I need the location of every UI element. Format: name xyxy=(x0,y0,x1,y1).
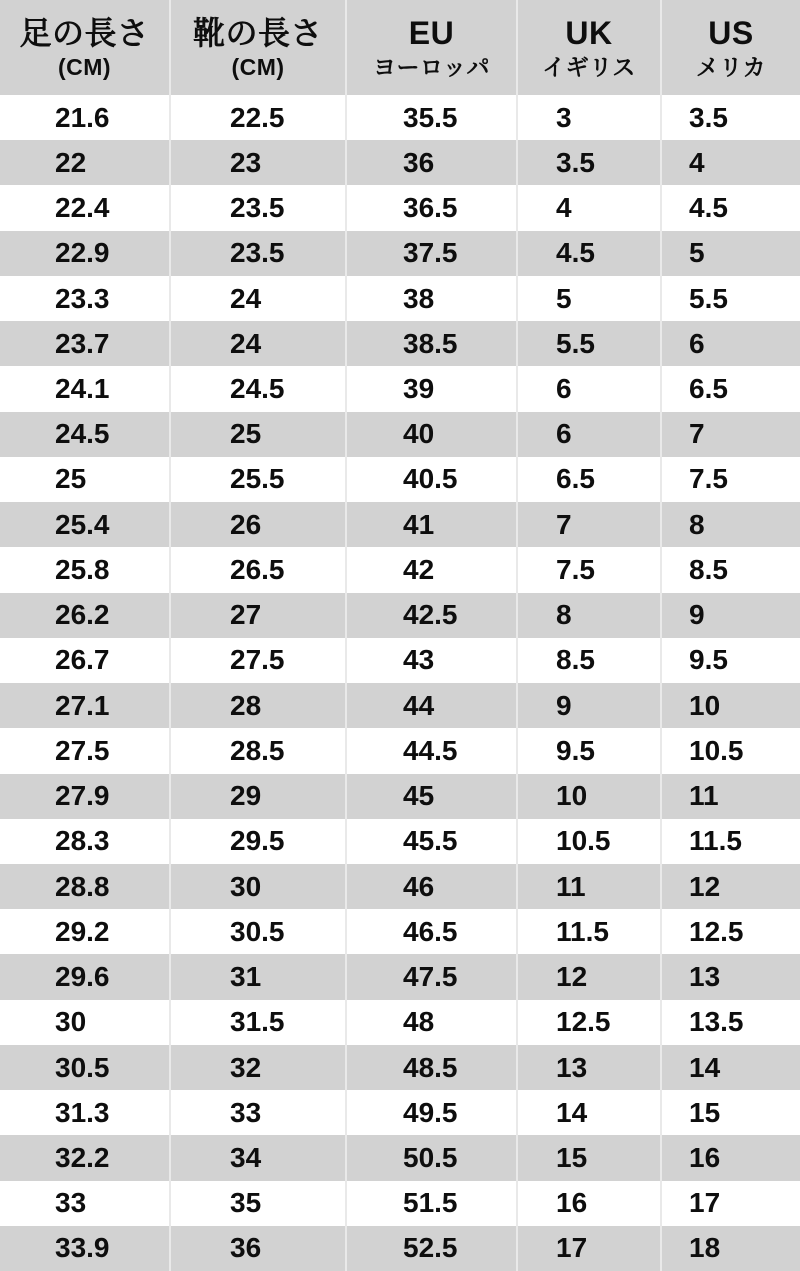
table-cell: 16 xyxy=(689,1142,721,1173)
table-cell: 52.5 xyxy=(347,1226,518,1271)
table-cell: 11 xyxy=(518,864,662,909)
table-cell: 17 xyxy=(689,1187,721,1219)
table-cell: 11.5 xyxy=(689,825,742,857)
header-uk-title: UK xyxy=(565,14,613,51)
header-uk-subtitle: イギリス xyxy=(542,53,636,80)
table-row xyxy=(0,547,800,592)
table-cell: 9.5 xyxy=(689,644,728,676)
table-cell: 27 xyxy=(171,593,347,638)
table-cell: 7.5 xyxy=(518,547,662,592)
table-body xyxy=(0,95,800,1271)
table-cell: 18 xyxy=(689,1232,721,1264)
table-cell: 13 xyxy=(689,961,721,993)
table-cell: 8.5 xyxy=(518,638,662,683)
header-eu-title: EU xyxy=(408,14,455,51)
table-cell: 31.3 xyxy=(0,1090,171,1135)
table-row xyxy=(0,366,800,411)
table-cell: 45 xyxy=(347,774,518,819)
table-cell: 44.5 xyxy=(347,728,518,773)
table-cell: 38 xyxy=(347,276,518,321)
table-cell: 26.5 xyxy=(171,547,347,592)
table-cell: 23.7 xyxy=(0,321,171,366)
table-row xyxy=(0,728,800,773)
table-cell: 15 xyxy=(689,1096,721,1128)
table-cell: 45.5 xyxy=(347,819,518,864)
table-cell: 42.5 xyxy=(347,593,518,638)
table-cell: 13 xyxy=(518,1045,662,1090)
table-cell: 46 xyxy=(347,864,518,909)
table-cell: 41 xyxy=(347,502,518,547)
table-cell: 30.5 xyxy=(171,909,347,954)
table-cell: 13.5 xyxy=(689,1006,744,1038)
table-cell: 25.5 xyxy=(171,457,347,502)
table-cell: 48.5 xyxy=(347,1045,518,1090)
table-cell: 31.5 xyxy=(171,1000,347,1045)
table-cell: 24 xyxy=(171,321,347,366)
table-cell: 3 xyxy=(518,95,662,140)
table-cell: 51.5 xyxy=(347,1181,518,1226)
table-cell: 3.5 xyxy=(518,140,662,185)
header-us xyxy=(662,0,800,95)
table-cell: 16 xyxy=(518,1181,662,1226)
table-cell: 32.2 xyxy=(0,1135,171,1180)
table-cell: 26.7 xyxy=(0,638,171,683)
table-cell: 23 xyxy=(171,140,347,185)
table-cell: 4.5 xyxy=(518,231,662,276)
header-eu xyxy=(347,0,518,95)
table-cell: 11 xyxy=(689,780,719,812)
table-cell: 8 xyxy=(518,593,662,638)
table-cell: 9 xyxy=(689,599,705,631)
table-cell: 42 xyxy=(347,547,518,592)
table-cell: 22.9 xyxy=(0,231,171,276)
table-row xyxy=(0,819,800,864)
table-row xyxy=(0,593,800,638)
table-cell: 29.2 xyxy=(0,909,171,954)
table-cell: 9.5 xyxy=(518,728,662,773)
table-cell: 6.5 xyxy=(518,457,662,502)
table-cell: 36 xyxy=(347,140,518,185)
table-row xyxy=(0,683,800,728)
table-cell: 31 xyxy=(171,954,347,999)
header-uk xyxy=(518,0,662,95)
table-cell: 9 xyxy=(518,683,662,728)
table-cell: 25 xyxy=(171,412,347,457)
header-shoe-length-unit: (CM) xyxy=(231,53,285,80)
table-cell: 23.5 xyxy=(171,231,347,276)
table-row xyxy=(0,1226,800,1271)
table-cell: 49.5 xyxy=(347,1090,518,1135)
table-cell: 8 xyxy=(689,508,705,540)
table-row xyxy=(0,1045,800,1090)
table-cell: 17 xyxy=(518,1226,662,1271)
table-cell: 32 xyxy=(171,1045,347,1090)
table-cell: 28 xyxy=(171,683,347,728)
table-cell: 4 xyxy=(518,185,662,230)
table-cell: 10 xyxy=(518,774,662,819)
table-cell: 48 xyxy=(347,1000,518,1045)
table-row xyxy=(0,95,800,140)
table-row xyxy=(0,502,800,547)
table-cell: 30 xyxy=(0,1000,171,1045)
header-foot-length-unit: (CM) xyxy=(57,53,112,80)
table-cell: 30.5 xyxy=(0,1045,171,1090)
table-cell: 23.3 xyxy=(0,276,171,321)
table-cell: 30 xyxy=(171,864,347,909)
table-cell: 10.5 xyxy=(518,819,662,864)
table-cell: 36 xyxy=(171,1226,347,1271)
table-cell: 6 xyxy=(689,327,705,359)
table-row xyxy=(0,1000,800,1045)
table-cell: 25.8 xyxy=(0,547,171,592)
table-cell: 35.5 xyxy=(347,95,518,140)
table-cell: 8.5 xyxy=(689,553,728,585)
table-row xyxy=(0,412,800,457)
table-cell: 22.4 xyxy=(0,185,171,230)
table-cell: 25.4 xyxy=(0,502,171,547)
table-row xyxy=(0,1090,800,1135)
header-shoe-length-title: 靴の長さ xyxy=(192,14,323,51)
table-cell: 5.5 xyxy=(518,321,662,366)
table-cell: 24.5 xyxy=(171,366,347,411)
table-cell: 12.5 xyxy=(689,915,744,947)
table-cell: 24.5 xyxy=(0,412,171,457)
table-cell: 28.8 xyxy=(0,864,171,909)
table-cell: 6.5 xyxy=(689,373,728,405)
table-cell: 5.5 xyxy=(689,282,728,314)
table-cell: 47.5 xyxy=(347,954,518,999)
table-cell: 50.5 xyxy=(347,1135,518,1180)
table-row xyxy=(0,864,800,909)
table-cell: 14 xyxy=(518,1090,662,1135)
table-cell: 33 xyxy=(0,1181,171,1226)
table-cell: 25 xyxy=(0,457,171,502)
table-cell: 28.5 xyxy=(171,728,347,773)
table-cell: 28.3 xyxy=(0,819,171,864)
table-cell: 29.6 xyxy=(0,954,171,999)
table-row xyxy=(0,140,800,185)
table-cell: 38.5 xyxy=(347,321,518,366)
table-cell: 39 xyxy=(347,366,518,411)
table-cell: 4.5 xyxy=(689,192,728,224)
header-us-subtitle: メリカ xyxy=(695,53,767,80)
table-cell: 7 xyxy=(689,418,705,450)
table-row xyxy=(0,231,800,276)
table-cell: 29.5 xyxy=(171,819,347,864)
table-row xyxy=(0,638,800,683)
table-cell: 34 xyxy=(171,1135,347,1180)
header-foot-length-title: 足の長さ xyxy=(19,14,150,51)
table-cell: 22.5 xyxy=(171,95,347,140)
header-us-title: US xyxy=(708,14,754,51)
table-cell: 12.5 xyxy=(518,1000,662,1045)
table-cell: 6 xyxy=(518,366,662,411)
table-row xyxy=(0,1181,800,1226)
table-cell: 12 xyxy=(518,954,662,999)
header-shoe-length xyxy=(171,0,347,95)
table-cell: 6 xyxy=(518,412,662,457)
table-cell: 27.5 xyxy=(171,638,347,683)
table-cell: 5 xyxy=(689,237,705,269)
table-cell: 37.5 xyxy=(347,231,518,276)
table-cell: 7.5 xyxy=(689,463,728,495)
table-cell: 26.2 xyxy=(0,593,171,638)
table-cell: 35 xyxy=(171,1181,347,1226)
table-cell: 7 xyxy=(518,502,662,547)
table-cell: 44 xyxy=(347,683,518,728)
table-row xyxy=(0,909,800,954)
table-cell: 11.5 xyxy=(518,909,662,954)
table-cell: 23.5 xyxy=(171,185,347,230)
table-row xyxy=(0,774,800,819)
table-cell: 24.1 xyxy=(0,366,171,411)
table-cell: 36.5 xyxy=(347,185,518,230)
header-eu-subtitle: ヨーロッパ xyxy=(372,53,491,80)
table-cell: 22 xyxy=(0,140,171,185)
table-row xyxy=(0,321,800,366)
table-cell: 10 xyxy=(689,689,721,721)
header-foot-length xyxy=(0,0,171,95)
table-row xyxy=(0,954,800,999)
table-cell: 43 xyxy=(347,638,518,683)
table-cell: 33.9 xyxy=(0,1226,171,1271)
table-cell: 46.5 xyxy=(347,909,518,954)
table-cell: 40.5 xyxy=(347,457,518,502)
table-cell: 15 xyxy=(518,1135,662,1180)
table-cell: 26 xyxy=(171,502,347,547)
table-row xyxy=(0,457,800,502)
table-cell: 14 xyxy=(689,1051,721,1083)
table-cell: 24 xyxy=(171,276,347,321)
table-cell: 3.5 xyxy=(689,101,728,133)
table-cell: 40 xyxy=(347,412,518,457)
table-cell: 10.5 xyxy=(689,734,744,766)
table-row xyxy=(0,276,800,321)
table-cell: 5 xyxy=(518,276,662,321)
table-cell: 33 xyxy=(171,1090,347,1135)
table-cell: 21.6 xyxy=(0,95,171,140)
table-row xyxy=(0,1135,800,1180)
table-header-row xyxy=(0,0,800,95)
table-cell: 27.9 xyxy=(0,774,171,819)
table-row xyxy=(0,185,800,230)
table-cell: 27.1 xyxy=(0,683,171,728)
table-cell: 27.5 xyxy=(0,728,171,773)
table-cell: 4 xyxy=(689,146,705,178)
table-cell: 29 xyxy=(171,774,347,819)
table-cell: 12 xyxy=(689,870,721,902)
